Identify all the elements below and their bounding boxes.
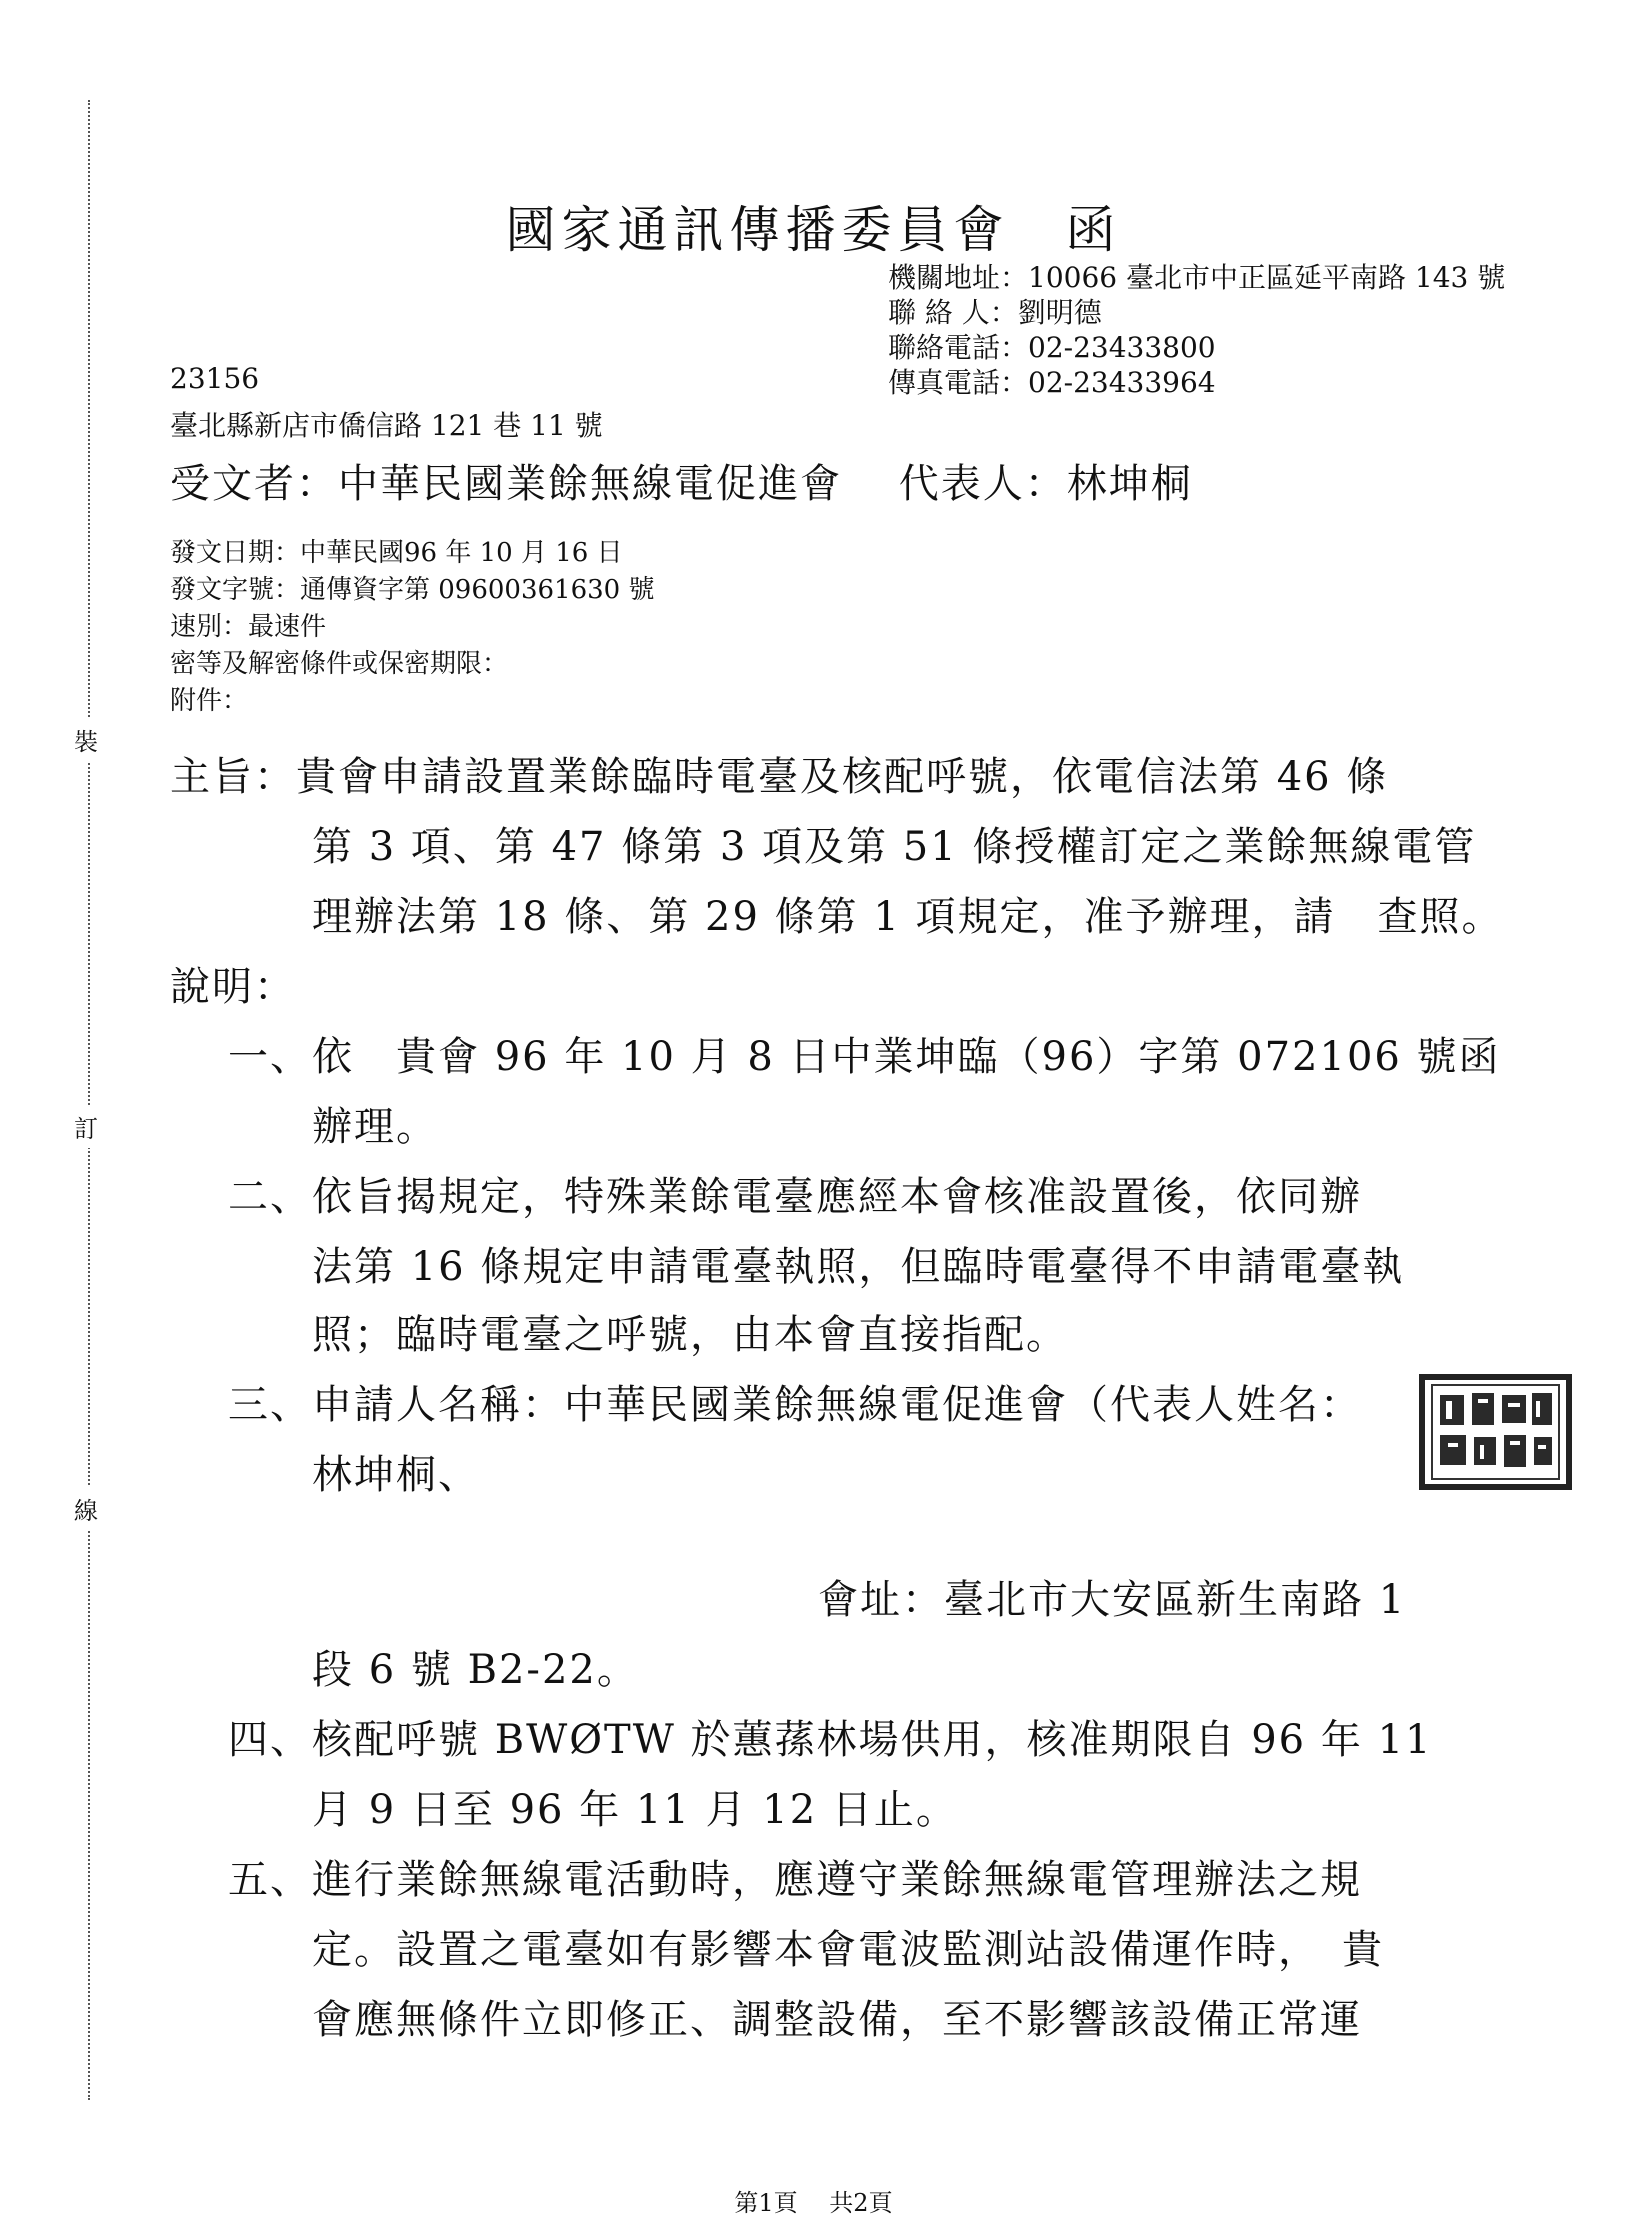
item-three-line-1: 三、申請人名稱：中華民國業餘無線電促進會（代表人姓名： [228,1382,1362,1428]
item-two-line-2: 法第 16 條規定申請電臺執照，但臨時電臺得不申請電臺執 [312,1244,1405,1290]
item-five-line-3: 會應無條件立即修正、調整設備，至不影響該設備正常運 [312,1997,1362,2043]
subject-line-1: 主旨：貴會申請設置業餘臨時電臺及核配呼號，依電信法第 46 條 [170,754,1389,800]
item-three-line-2: 林坤桐、 [312,1452,480,1498]
issue-date: 發文日期：中華民國96 年 10 月 16 日 [170,538,623,568]
secrecy-level: 密等及解密條件或保密期限： [170,649,509,679]
attachments: 附件： [170,686,249,716]
item-three-line-3: 會址：臺北市大安區新生南路 1 [818,1577,1407,1623]
document-title: 國家通訊傳播委員會 函 [505,201,1122,259]
item-one-line-1: 一、依 貴會 96 年 10 月 8 日中業坤臨（96）字第 072106 號函 [228,1034,1501,1080]
document-meta [170,535,655,720]
item-three-line-4: 段 6 號 B2-22。 [312,1647,639,1693]
page-footer: 第1頁 共2頁 [734,2189,893,2217]
item-two-line-1: 二、依旨揭規定，特殊業餘電臺應經本會核准設置後，依同辦 [228,1174,1362,1220]
item-five-line-1: 五、進行業餘無線電活動時，應遵守業餘無線電管理辦法之規 [228,1857,1362,1903]
item-five-line-2: 定。設置之電臺如有影響本會電波監測站設備運作時， 貴 [312,1927,1384,1973]
binding-mark-zhuang: 裝 [74,718,98,761]
item-four-line-2: 月 9 日至 96 年 11 月 12 日止。 [312,1787,958,1833]
sender-contact: 聯 絡 人：劉明德 [888,296,1102,329]
binding-margin-line [88,100,90,2100]
document-number: 發文字號：通傳資字第 09600361630 號 [170,575,655,605]
sender-phone: 聯絡電話：02-23433800 [888,331,1216,364]
sender-info [888,260,1505,400]
subject-line-2: 第 3 項、第 47 條第 3 項及第 51 條授權訂定之業餘無線電管 [312,824,1477,870]
sender-address: 機關地址：10066 臺北市中正區延平南路 143 號 [888,261,1506,294]
recipient-postal-code: 23156 [170,362,260,395]
subject-line-3: 理辦法第 18 條、第 29 條第 1 項規定，准予辦理，請 查照。 [312,894,1504,940]
official-seal-stamp [1418,1373,1573,1491]
sender-fax: 傳真電話：02-23433964 [888,366,1216,399]
recipient-line: 受文者：中華民國業餘無線電促進會 代表人：林坤桐 [170,461,1193,507]
binding-mark-xian: 線 [74,1487,98,1530]
item-one-line-2: 辦理。 [312,1104,438,1150]
recipient-address: 臺北縣新店市僑信路 121 巷 11 號 [170,409,603,442]
item-four-line-1: 四、核配呼號 BWØTW 於蕙蓀林場供用，核准期限自 96 年 11 [228,1717,1433,1763]
binding-mark-ding: 訂 [74,1105,98,1148]
urgency: 速別：最速件 [170,612,327,642]
item-two-line-3: 照；臨時電臺之呼號，由本會直接指配。 [312,1312,1068,1358]
explanation-label: 說明： [170,964,296,1010]
